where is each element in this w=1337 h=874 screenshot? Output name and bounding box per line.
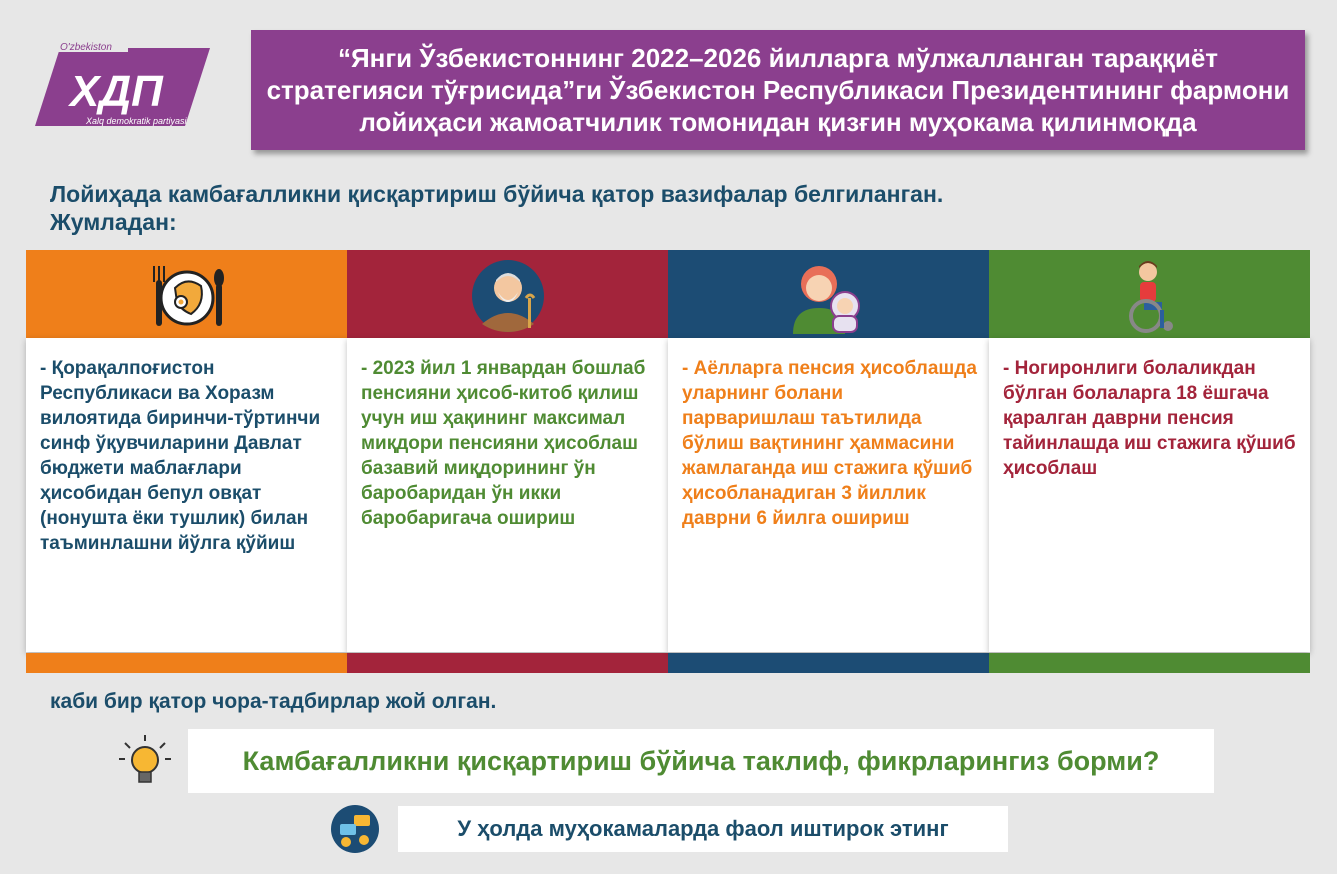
headline-banner bbox=[251, 30, 1305, 150]
card-header bbox=[26, 250, 347, 338]
card-footer bbox=[989, 653, 1310, 673]
party-logo bbox=[30, 40, 215, 130]
measure-card-disability bbox=[989, 250, 1310, 673]
meal-icon bbox=[147, 258, 227, 334]
card-header bbox=[347, 250, 668, 338]
question-text: Камбағалликни қисқартириш бўйича таклиф, фикрларингиз борми? bbox=[242, 745, 1160, 776]
lightbulb-icon bbox=[117, 733, 173, 789]
intro-text bbox=[50, 180, 1150, 236]
measure-card-meals bbox=[26, 250, 347, 673]
card-body bbox=[347, 338, 668, 652]
question-box bbox=[188, 729, 1214, 793]
headline-text: “Янги Ўзбекистоннинг 2022–2026 йилларга мўлжалланган тараққиёт стратегияси тўғрисида”ги Ўзбекистон Республикаси Президентининг фармони лойиҳаси жамоатчилик томонидан қизғин муҳокама қилинмоқда bbox=[266, 43, 1290, 137]
card-body bbox=[989, 338, 1310, 652]
card-footer bbox=[347, 653, 668, 673]
outro-text: каби бир қатор чора-тадбирлар жой олган. bbox=[50, 690, 497, 713]
wheelchair-icon bbox=[1110, 258, 1190, 334]
card-footer bbox=[668, 653, 989, 673]
discussion-icon bbox=[330, 804, 380, 854]
participate-text: У ҳолда муҳокамаларда фаол иштирок этинг bbox=[457, 816, 949, 841]
card-text: - 2023 йил 1 январдан бошлаб пенсияни ҳисоб-китоб қилиш учун иш ҳақининг максимал миқдори пенсияни ҳисоблаш базавий миқдорининг ўн баробаридан ўн икки баробаригача ошириш bbox=[361, 358, 646, 529]
mother-baby-icon bbox=[789, 258, 869, 334]
card-text: - Қорақалпоғистон Республикаси ва Хоразм вилоятида биринчи-тўртинчи синф ўқувчиларини Давлат бюджети маблағлари ҳисобидан бепул овқат (нонушта ёки тушлик) билан таъминлашни йўлга қўйиш bbox=[40, 358, 321, 554]
intro-line-2: Жумладан: bbox=[50, 209, 177, 235]
card-text: - Ногиронлиги болаликдан бўлган болаларга 18 ёшгача қаралган даврни пенсия тайинлашда иш стажига қўшиб ҳисоблаш bbox=[1003, 358, 1296, 479]
measures-cards bbox=[26, 250, 1310, 673]
participate-box bbox=[398, 806, 1008, 852]
elderly-icon bbox=[468, 258, 548, 334]
card-text: - Аёлларга пенсия ҳисоблашда уларнинг болани парваришлаш таътилида бўлиш вақтининг ҳаммасини жамлаганда иш стажига қўшиб ҳисобланадиган 3 йиллик даврни 6 йилга ошириш bbox=[682, 358, 977, 529]
card-footer bbox=[26, 653, 347, 673]
measure-card-maternity bbox=[668, 250, 989, 673]
card-header bbox=[989, 250, 1310, 338]
logo-top-text: O'zbekiston bbox=[60, 42, 112, 53]
intro-line-1: Лойиҳада камбағалликни қисқартириш бўйича қатор вазифалар белгиланган. bbox=[50, 181, 944, 207]
card-body bbox=[668, 338, 989, 652]
logo-main-text: ХДП bbox=[70, 67, 163, 116]
card-body bbox=[26, 338, 347, 652]
logo-bottom-text: Xalq demokratik partiyasi bbox=[86, 116, 187, 126]
card-header bbox=[668, 250, 989, 338]
measure-card-pension-salary bbox=[347, 250, 668, 673]
